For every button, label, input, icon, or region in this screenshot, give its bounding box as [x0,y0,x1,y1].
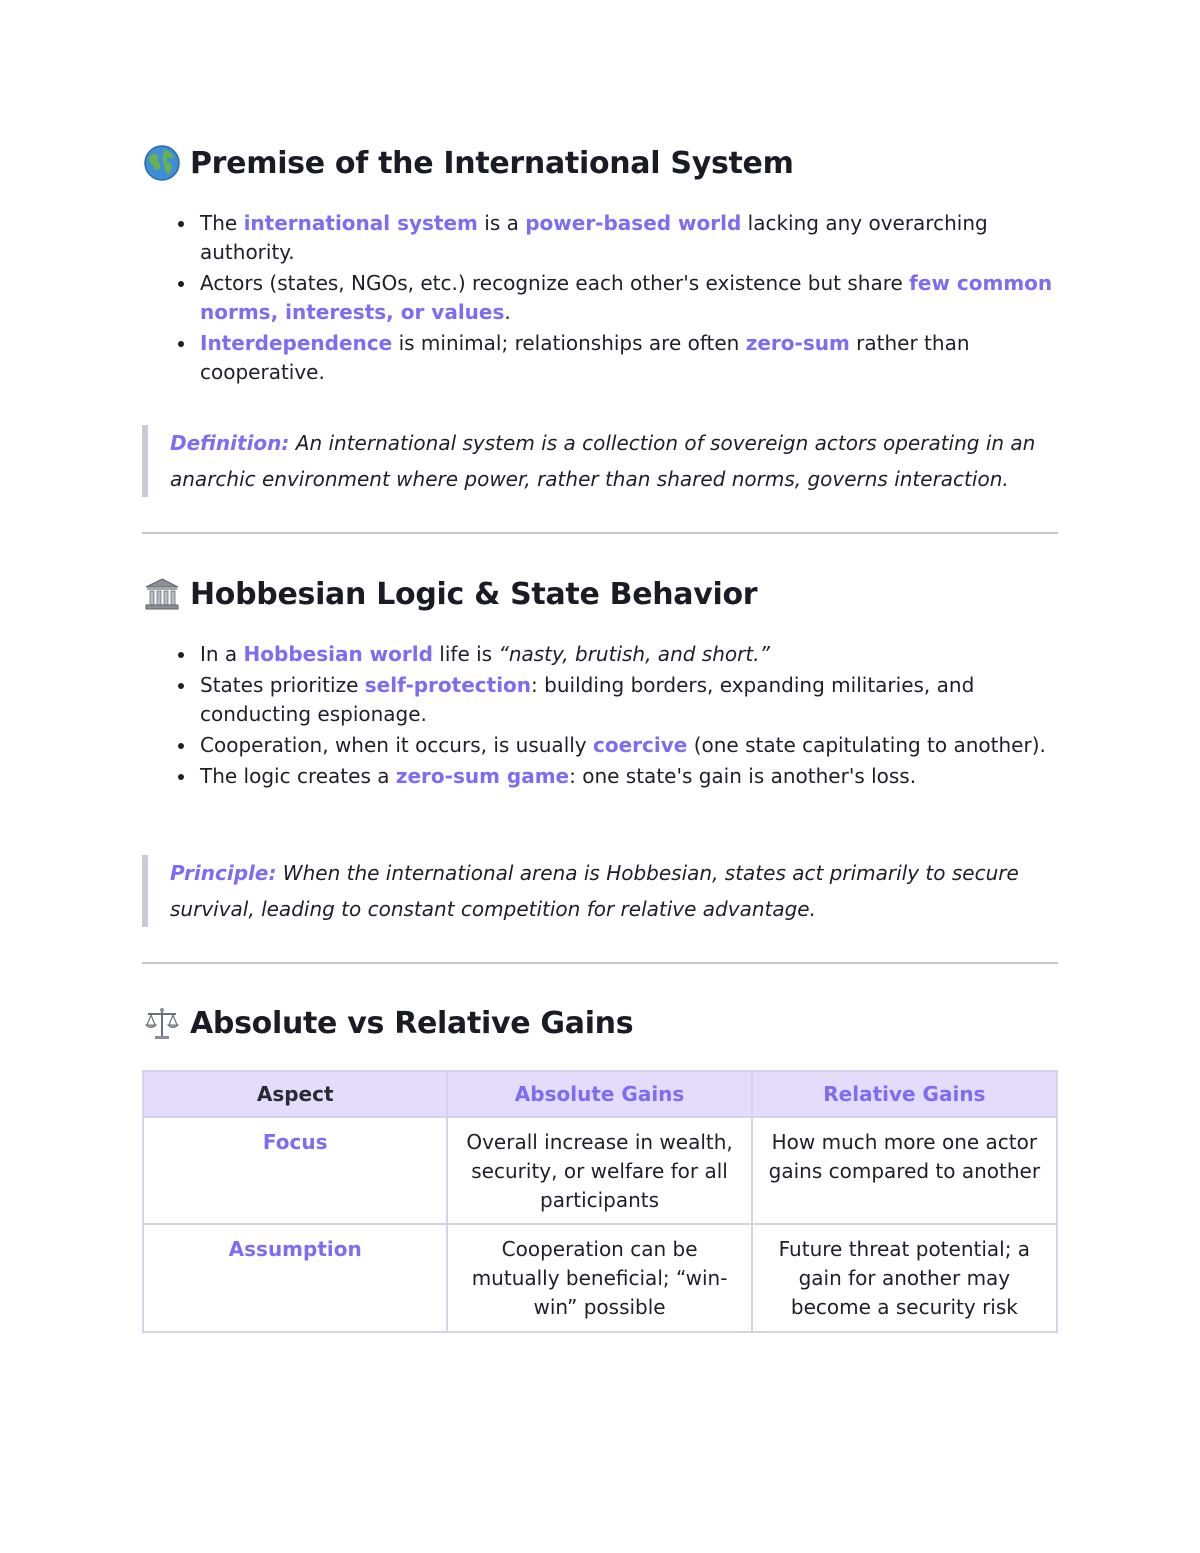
highlight-term: Hobbesian world [243,642,433,666]
globe-icon [142,143,182,183]
list-item: The international system is a power-based world lacking any overarching authority. [200,209,1058,267]
highlight-term: zero-sum game [395,764,570,788]
header-relative-gains: Relative Gains [752,1071,1057,1117]
table-cell: Future threat potential; a gain for another may become a security risk [752,1224,1057,1332]
section-hobbesian [142,574,1058,793]
bullet-list [142,209,1058,387]
callout-label: Definition: [170,431,290,455]
list-item: Interdependence is minimal; relationships are often zero-sum rather than cooperative. [200,329,1058,387]
section-heading-hobbesian [142,574,1058,614]
list-item: In a Hobbesian world life is “nasty, brutish, and short.” [200,640,1058,669]
divider [142,962,1058,964]
section-title: Hobbesian Logic & State Behavior [190,576,758,612]
section-title: Premise of the International System [190,145,794,181]
classical-building-icon [142,574,182,614]
gains-comparison-table [142,1070,1058,1333]
highlight-term: international system [243,211,478,235]
divider [142,532,1058,534]
balance-scale-icon [142,1003,182,1043]
highlight-term: zero-sum [745,331,850,355]
highlight-term: few common norms, interests, or values [200,271,1053,324]
list-item: Cooperation, when it occurs, is usually coercive (one state capitulating to another). [200,731,1058,760]
table-row [143,1117,1057,1224]
row-header-focus: Focus [143,1117,447,1224]
section-title: Absolute vs Relative Gains [190,1005,634,1041]
header-aspect: Aspect [143,1071,447,1117]
table-cell: How much more one actor gains compared to another [752,1117,1057,1224]
table-header-row [143,1071,1057,1117]
highlight-term: coercive [593,733,688,757]
quoted-phrase: “nasty, brutish, and short.” [498,642,770,666]
row-header-assumption: Assumption [143,1224,447,1332]
section-heading-premise [142,143,1058,183]
callout-label: Principle: [170,861,277,885]
highlight-term: power-based world [525,211,742,235]
section-heading-gains [142,1003,1058,1043]
principle-callout [142,855,1058,927]
header-absolute-gains: Absolute Gains [447,1071,751,1117]
callout-text: An international system is a collection of sovereign actors operating in an anarchic environment where power, rather than shared norms, governs interaction. [170,431,1036,491]
highlight-term: Interdependence [200,331,393,355]
section-premise [142,143,1058,389]
table-cell: Overall increase in wealth, security, or welfare for all participants [447,1117,751,1224]
table-cell: Cooperation can be mutually beneficial; “win-win” possible [447,1224,751,1332]
list-item: States prioritize self-protection: building borders, expanding militaries, and conducting espionage. [200,671,1058,729]
bullet-list [142,640,1058,791]
section-gains [142,1003,1058,1043]
callout-text: When the international arena is Hobbesian, states act primarily to secure survival, leading to constant competition for relative advantage. [170,861,1019,921]
list-item: The logic creates a zero-sum game: one state's gain is another's loss. [200,762,1058,791]
highlight-term: self-protection [364,673,532,697]
list-item: Actors (states, NGOs, etc.) recognize each other's existence but share few common norms, interests, or values. [200,269,1058,327]
definition-callout [142,425,1058,497]
table-row [143,1224,1057,1332]
